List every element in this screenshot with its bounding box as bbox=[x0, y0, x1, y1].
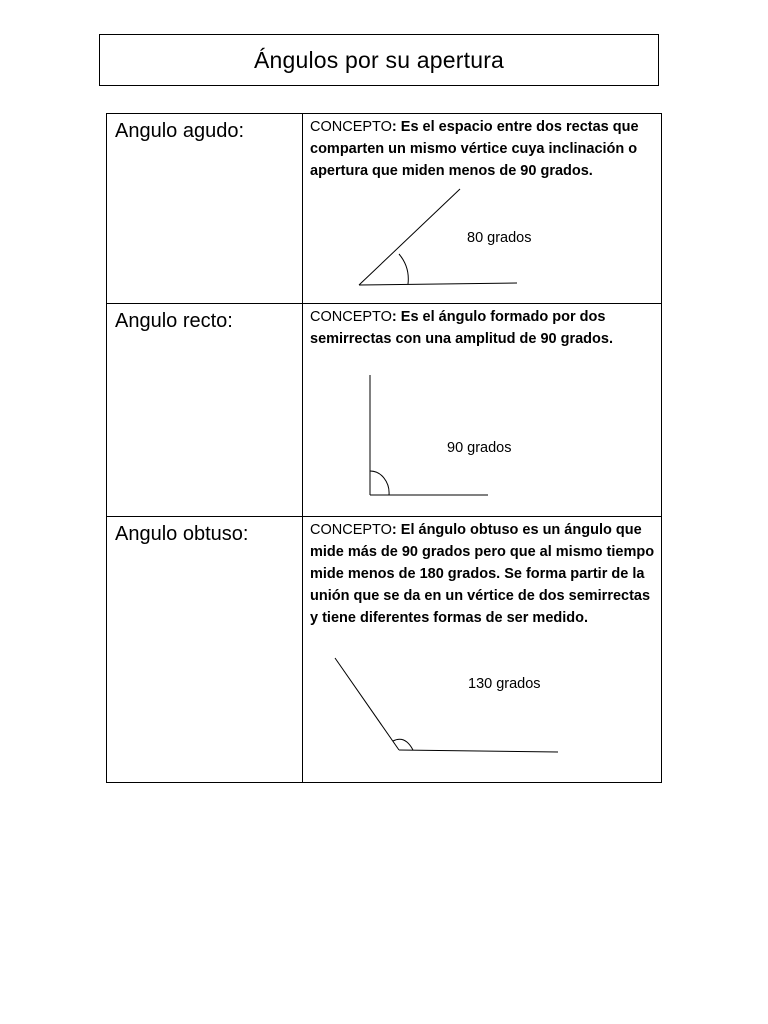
obtuse-angle-ray-slanted bbox=[335, 658, 399, 750]
page-title-text: Ángulos por su apertura bbox=[253, 46, 505, 73]
obtuse-angle-ray-base bbox=[399, 750, 558, 752]
concept-cell bbox=[303, 114, 662, 304]
concept-tag: CONCEPTO bbox=[310, 522, 392, 538]
obtuse-angle-diagram bbox=[303, 517, 661, 782]
table-row-agudo bbox=[107, 114, 662, 304]
table-row-recto bbox=[107, 304, 662, 517]
obtuse-angle-degree-label: 130 grados bbox=[468, 676, 541, 692]
concept-cell bbox=[303, 517, 662, 783]
angle-name-agudo: Angulo agudo: bbox=[115, 120, 245, 142]
concept-tag: CONCEPTO bbox=[310, 119, 392, 135]
angle-name-recto: Angulo recto: bbox=[115, 310, 233, 332]
concept-body: : Es el espacio entre dos rectas que comparten un mismo vértice cuya inclinación o apertura que miden menos de 90 grados. bbox=[310, 119, 639, 179]
right-angle-diagram bbox=[303, 304, 661, 516]
angle-name-cell bbox=[107, 114, 303, 304]
concept-cell bbox=[303, 304, 662, 517]
page-title bbox=[99, 34, 659, 86]
angle-name-obtuso: Angulo obtuso: bbox=[115, 523, 249, 545]
table-row-obtuso bbox=[107, 517, 662, 783]
obtuse-angle-arc bbox=[393, 739, 413, 750]
concept-body: : El ángulo obtuso es un ángulo que mide más de 90 grados pero que al mismo tiempo mide menos de 180 grados. Se forma partir de la unión que se da en un vértice de dos semirrectas y tiene diferentes formas de ser medido. bbox=[310, 522, 655, 626]
right-angle-degree-label: 90 grados bbox=[447, 440, 512, 456]
angle-name-cell bbox=[107, 304, 303, 517]
acute-angle-arc bbox=[399, 254, 408, 284]
acute-angle-degree-label: 80 grados bbox=[467, 230, 532, 246]
right-angle-arc bbox=[370, 471, 389, 495]
concept-tag: CONCEPTO bbox=[310, 309, 392, 325]
concept-body: : Es el ángulo formado por dos semirrectas con una amplitud de 90 grados. bbox=[310, 309, 613, 347]
angles-table bbox=[106, 113, 662, 783]
acute-angle-ray-base bbox=[359, 283, 517, 285]
acute-angle-diagram bbox=[303, 114, 661, 303]
angle-name-cell bbox=[107, 517, 303, 783]
acute-angle-ray-slanted bbox=[359, 189, 460, 285]
